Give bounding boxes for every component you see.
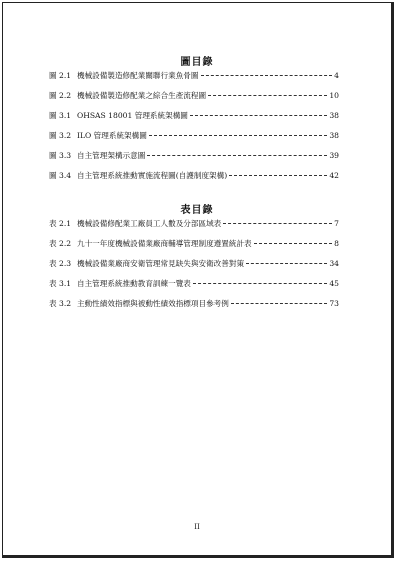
table-caption: 機械設備修配業工廠員工人數及分部區域表 [77,219,222,228]
table-entry [49,259,339,279]
figure-label: 圖 3.2 [49,131,72,140]
table-label: 表 3.2 [49,299,72,308]
figure-page-number: 38 [329,131,339,140]
figure-label: 圖 3.3 [49,151,72,160]
leader-dots [223,223,332,224]
table-page-number: 34 [329,259,339,268]
table-caption: 機械設備業廠商安衛管理常見缺失與安衛改善對策 [77,259,245,268]
leader-dots [231,303,327,304]
figure-label: 圖 3.4 [49,171,72,180]
leader-dots [201,75,333,76]
document-page [2,2,394,558]
figure-label: 圖 3.1 [49,111,72,120]
figure-page-number: 4 [334,71,339,80]
table-entry [49,299,339,319]
figure-label: 圖 2.1 [49,71,72,80]
table-label: 表 2.1 [49,219,72,228]
figure-entry [49,71,339,91]
page-number: II [194,523,200,531]
figure-caption: 自主管理系統推動實施流程圖(自護制度架構) [77,171,228,180]
table-entry [49,219,339,239]
leader-dots [254,243,333,244]
leader-dots [193,283,327,284]
tables-title: 表目錄 [180,205,214,216]
table-page-number: 8 [334,239,339,248]
figure-page-number: 39 [329,151,339,160]
leader-dots [229,175,327,176]
table-caption: 九十一年度機械設備業廠商輔導管理制度遵置統計表 [77,239,252,248]
figure-caption: OHSAS 18001 管理系統架構圖 [77,111,188,120]
figure-entry [49,111,339,131]
table-entry [49,239,339,259]
table-caption: 主動性績效指標與被動性績效指標項目參考例 [77,299,229,308]
figure-caption: 機械設備製造修配業關聯行業魚骨圖 [77,71,199,80]
leader-dots [246,263,327,264]
table-entry [49,279,339,299]
figure-caption: ILO 管理系統架構圖 [77,131,147,140]
table-page-number: 7 [334,219,339,228]
leader-dots [147,155,327,156]
leader-dots [208,95,327,96]
figure-entry [49,171,339,191]
table-label: 表 2.2 [49,239,72,248]
leader-dots [149,135,327,136]
table-page-number: 45 [329,279,339,288]
figure-label: 圖 2.2 [49,91,72,100]
table-caption: 自主管理系統推動教育訓練一覽表 [77,279,191,288]
figures-list [49,71,339,191]
figure-entry [49,91,339,111]
figure-page-number: 38 [329,111,339,120]
tables-list [49,219,339,319]
figure-caption: 機械設備製造修配業之綜合生產流程圖 [77,91,207,100]
table-page-number: 73 [329,299,339,308]
figure-page-number: 42 [329,171,339,180]
figures-title: 圖目錄 [180,57,214,68]
figure-page-number: 10 [329,91,339,100]
figure-entry [49,131,339,151]
table-label: 表 2.3 [49,259,72,268]
figure-caption: 自主管理架構示意圖 [77,151,146,160]
table-label: 表 3.1 [49,279,72,288]
leader-dots [190,115,327,116]
figure-entry [49,151,339,171]
